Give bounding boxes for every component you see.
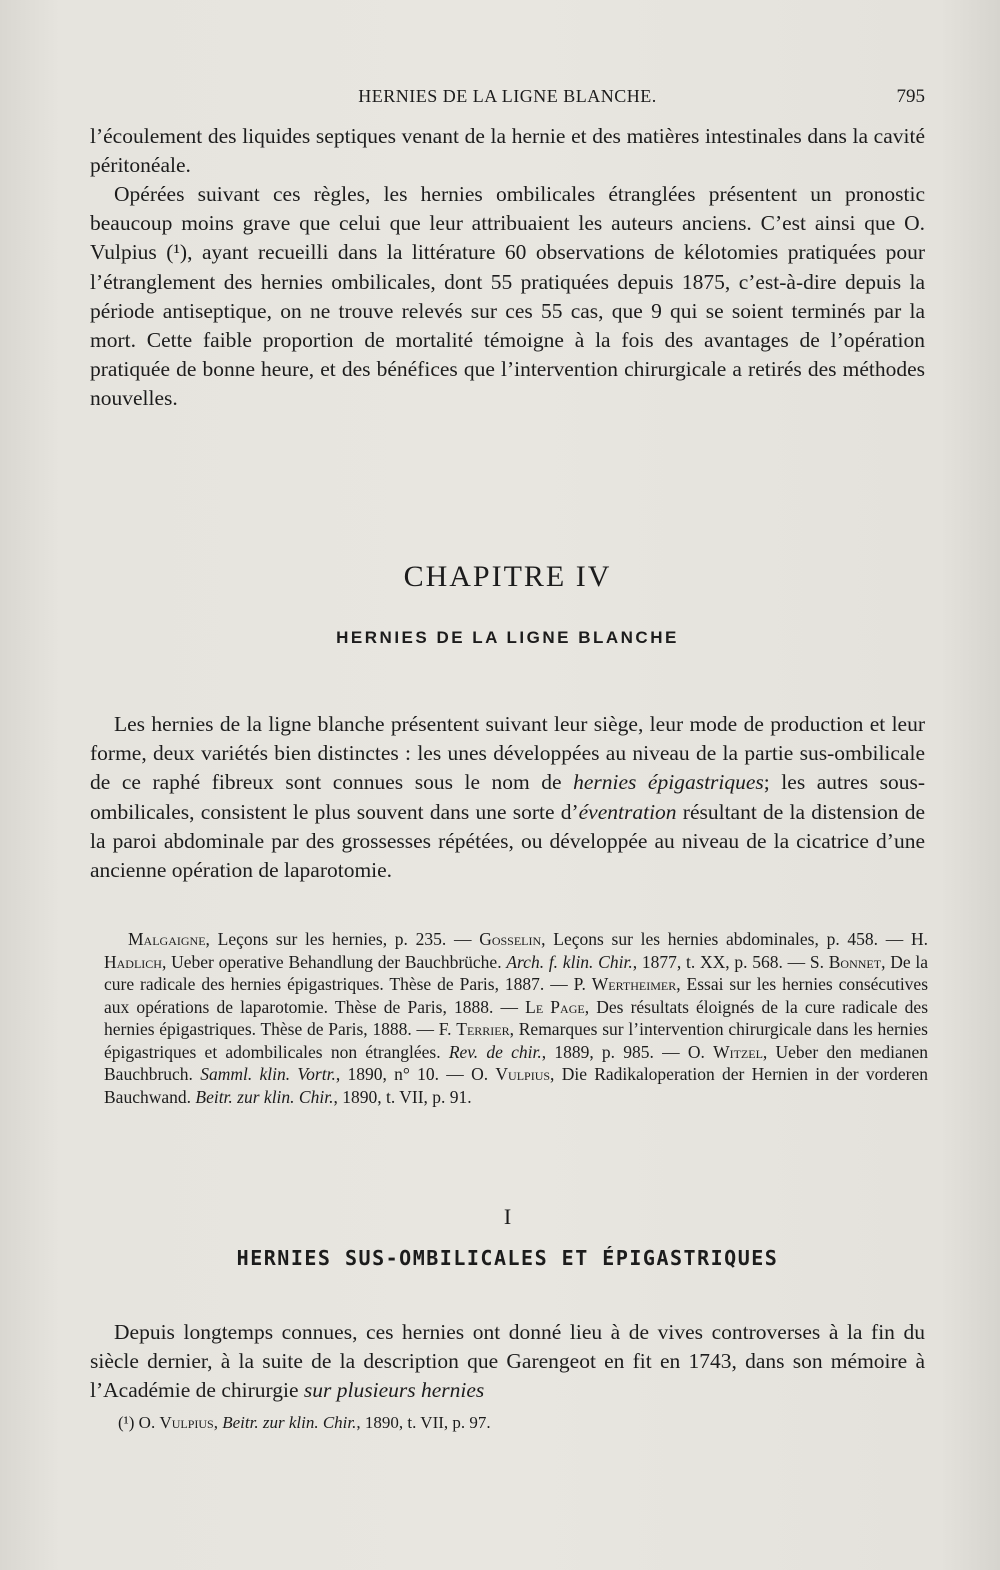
text-run: , 1877, t. XX, p. 568. — S. <box>632 951 829 972</box>
footnote <box>118 1412 918 1434</box>
chapter-title: CHAPITRE IV <box>403 560 612 593</box>
paragraph-continuation: l’écoulement des liquides septiques venant de la hernie et des matières intestinales dans la cavité péritonéale. <box>90 124 925 178</box>
italic-term: sur plusieurs hernies <box>303 1378 485 1403</box>
author-name: Vulpius <box>159 1413 214 1432</box>
footnote-marker: (¹) O. <box>118 1413 160 1432</box>
text-run: Les hernies de la ligne blanche présentent suivant leur siège, leur mode de production et leur forme, deux variétés bien distinctes : les unes développées au niveau de la partie sus-ombilicale de ce raphé fibreux sont connues sous le nom de <box>90 712 925 795</box>
author-name: Malgaigne <box>128 929 206 949</box>
italic-term: hernies épigastriques <box>573 770 764 795</box>
section-title: HERNIES SUS-OMBILICALES ET ÉPIGASTRIQUES <box>236 1246 779 1270</box>
journal-title: Samml. klin. Vortr. <box>200 1064 336 1084</box>
journal-title: Beitr. zur klin. Chir. <box>195 1086 334 1107</box>
author-name: Vulpius <box>495 1064 551 1084</box>
page-number: 795 <box>896 86 925 107</box>
author-name: Gosselin <box>479 929 542 949</box>
text-run: résultant de la distension de la paroi abdominale par des grossesses répétées, ou développée au niveau de la cicatrice d’une ancienne opération de laparotomie. <box>90 799 925 883</box>
paragraph-prognosis: Opérées suivant ces règles, les hernies ombilicales étranglées présentent un pronostic beaucoup moins grave que celui que leur attribuaient les auteurs anciens. C’est ainsi que O. Vulpius (¹), ayant recueilli dans la littérature 60 observations de kélotomies pratiquées pour l’étranglement des hernies ombilicales, dont 55 pratiquées depuis 1875, c’est-à-dire depuis la période antiseptique, on ne trouve relevés sur ces 55 cas, que 9 qui se soient terminés par la mort. Cette faible proportion de mortalité témoigne à la fois des avantages de l’opération pratiquée de bonne heure, et des bénéfices que l’intervention chirurgicale a retirés des méthodes nouvelles. <box>90 182 925 411</box>
text-run: , Ueber operative Behandlung der Bauchbrüche. <box>161 951 507 972</box>
journal-title: Rev. de chir. <box>448 1041 542 1062</box>
chapter-subtitle: HERNIES DE LA LIGNE BLANCHE <box>336 628 679 647</box>
journal-title: Beitr. zur klin. Chir. <box>222 1413 357 1432</box>
bibliography <box>104 928 928 1108</box>
text-run: Depuis longtemps connues, ces hernies ont donné lieu à de vives controverses à la fin du siècle dernier, à la suite de la description que Garengeot en fit en 1743, dans son mémoire à l’Académie de chirurgie <box>90 1320 925 1403</box>
text-run: , 1890, t. VII, p. 91. <box>333 1086 472 1107</box>
author-name: Bonnet <box>828 951 882 972</box>
text-run: , Leçons sur les hernies, p. 235. — <box>205 929 480 949</box>
text-run: , Leçons sur les hernies abdominales, p. 458. — H. <box>541 929 928 949</box>
text-run: , 1890, n° 10. — O. <box>335 1064 496 1084</box>
text-run: , Remarques sur l’intervention chirurgicale dans les hernies épigastriques et adombilicales non étranglées. <box>104 1019 928 1062</box>
section-numeral: I <box>503 1204 512 1229</box>
text-run: , Die Radikaloperation der Hernien in der vorderen Bauchwand. <box>104 1064 929 1107</box>
author-name: Hadlich <box>104 951 162 972</box>
text-run: , De la cure radicale des hernies épigastriques. Thèse de Paris, 1887. — P. <box>104 951 928 994</box>
text-run: , Des résultats éloignés de la cure radicale des hernies épigastriques. Thèse de Paris, 1888. — F. <box>104 996 929 1039</box>
text-run: , Ueber den medianen Bauchbruch. <box>104 1041 928 1084</box>
author-name: Le Page <box>525 996 585 1017</box>
text-run: ; les autres sous-ombilicales, consistent le plus souvent dans une sorte d’ <box>90 770 925 824</box>
author-name: Terrier <box>456 1019 510 1039</box>
author-name: Witzel <box>713 1041 763 1062</box>
journal-title: Arch. f. klin. Chir. <box>506 951 633 972</box>
author-name: Wertheimer <box>591 974 677 994</box>
paragraph-introduction <box>90 710 925 885</box>
text-run: , Essai sur les hernies consécutives aux opérations de laparotomie. Thèse de Paris, 1888. — <box>104 974 929 1017</box>
running-head <box>90 86 925 112</box>
text-run: , 1890, t. VII, p. 97. <box>356 1413 491 1432</box>
text-run: , 1889, p. 985. — O. <box>541 1041 714 1062</box>
running-title: HERNIES DE LA LIGNE BLANCHE. <box>358 86 657 106</box>
italic-term: éventration <box>578 799 677 824</box>
paragraph-history <box>90 1318 925 1406</box>
text-run: , <box>213 1413 223 1432</box>
